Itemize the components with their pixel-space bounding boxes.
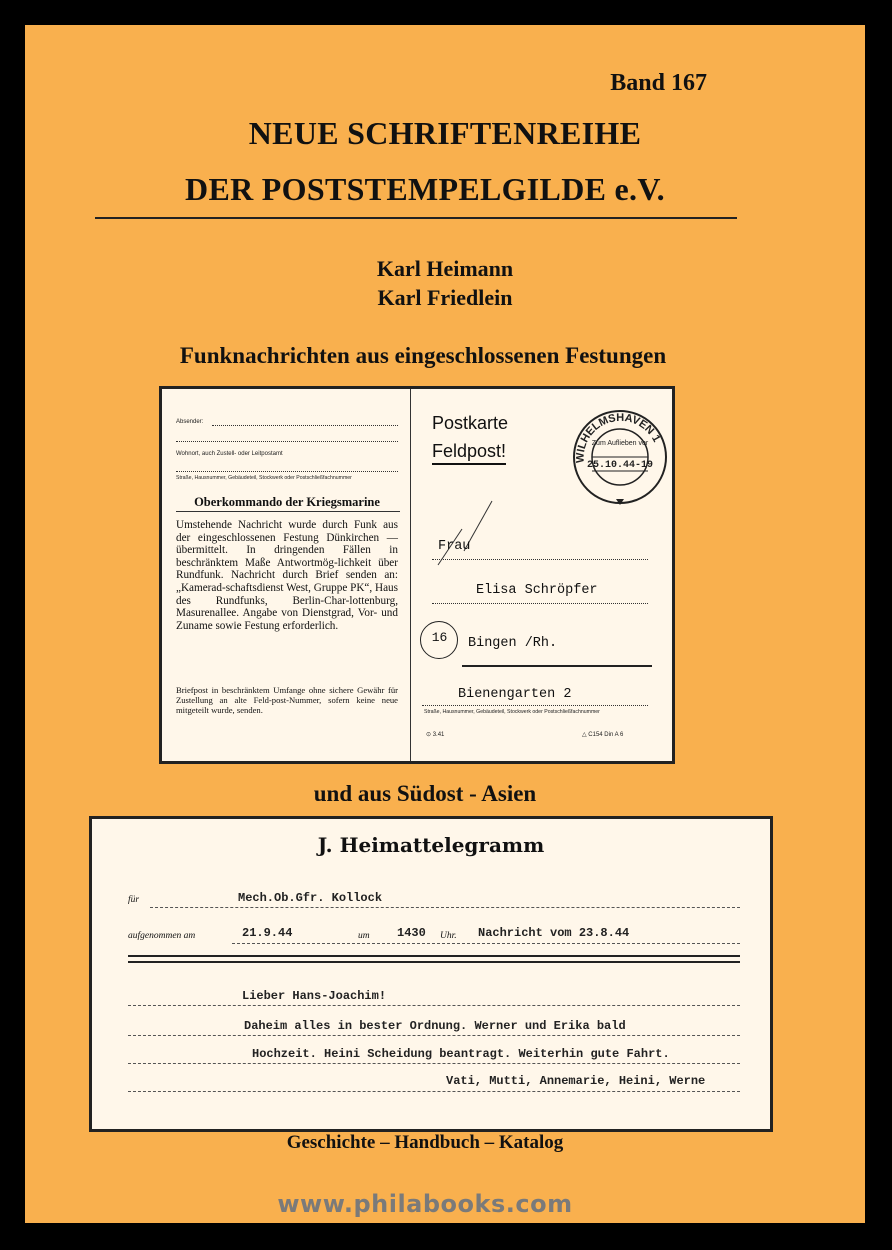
value-date: 21.9.44: [242, 926, 293, 940]
value-nachricht: Nachricht vom 23.8.44: [478, 926, 630, 940]
okm-heading-rule: [176, 511, 400, 512]
form-code-left-text: 3.41: [432, 732, 445, 738]
aufgenommen-line: [232, 943, 740, 944]
absender-line-2: [176, 441, 398, 442]
strasse-hint: Straße, Hausnummer, Gebäudeteil, Stockwerk oder Postschließfachnummer: [176, 475, 352, 481]
message-rule-4: [128, 1091, 740, 1092]
message-rule-1: [128, 1005, 740, 1006]
postkarte-label: Postkarte: [432, 413, 509, 433]
message-line-4: Vati, Mutti, Annemarie, Heini, Werne: [446, 1074, 706, 1088]
feldpost-label: Feldpost!: [432, 441, 506, 465]
form-code-right-text: C154 Din A 6: [588, 732, 624, 738]
telegram-header: J. Heimattelegramm: [317, 833, 545, 857]
okm-text: Umstehende Nachricht wurde durch Funk aus der eingeschlossenen Festung Dünkirchen — übermittelt. In dringenden Fällen in beschränktem Maße Antwortmög-lichkeit über Rundfunk. Nachricht durch Brief senden an: „Kamerad-schaftsdienst West, Gruppe PK“, Haus des Rundfunks, Berlin-Char-lottenburg, Masurenallee. Angabe von Dienstgrad, Vor- und Zuname sowie Festung erforderlich.: [176, 519, 398, 632]
label-fuer: für: [128, 895, 140, 905]
author-2: Karl Friedlein: [377, 285, 513, 310]
message-line-2: Daheim alles in bester Ordnung. Werner und Erika bald: [244, 1019, 626, 1033]
strasse-line: [176, 471, 398, 472]
address-city: Bingen /Rh.: [468, 636, 558, 651]
value-time: 1430: [397, 926, 426, 940]
website-watermark[interactable]: www.philabooks.com: [277, 1190, 573, 1218]
stamp-city: WILHELMSHAVEN 1: [574, 411, 663, 464]
feldpost-postcard: [159, 386, 675, 764]
address-line-2: [432, 603, 648, 604]
form-code-left: ⊙ 3.41: [426, 732, 445, 738]
stamp-date: 25.10.44-19: [586, 460, 654, 471]
message-rule-3: [128, 1063, 740, 1064]
address-hint: Straße, Hausnummer, Gebäudeteil, Stockwerk oder Postschließfachnummer: [424, 709, 600, 715]
book-footer: Geschichte – Handbuch – Katalog: [286, 1132, 564, 1153]
label-uhr: Uhr.: [440, 931, 457, 941]
message-line-1: Lieber Hans-Joachim!: [242, 989, 387, 1003]
header-rule-1: [128, 955, 740, 957]
label-aufgenommen: aufgenommen am: [128, 931, 196, 941]
absender-label: Absender:: [176, 419, 204, 425]
form-code-right: △ C154 Din A 6: [582, 732, 624, 738]
title-rule: [95, 217, 737, 219]
value-fuer: Mech.Ob.Gfr. Kollock: [238, 891, 383, 905]
okm-heading: Oberkommando der Kriegsmarine: [194, 495, 380, 509]
address-street: Bienengarten 2: [458, 687, 572, 702]
wohnort-hint: Wohnort, auch Zustell- oder Leitpostamt: [176, 451, 283, 457]
series-title-line2: DER POSTSTEMPELGILDE e.V.: [185, 171, 665, 207]
postcard-left-side: [162, 389, 411, 761]
header-rule-2: [128, 961, 740, 963]
band-number: Band 167: [610, 70, 707, 96]
absender-line: [212, 425, 398, 426]
address-frau: Frau: [438, 539, 471, 554]
message-rule-2: [128, 1035, 740, 1036]
address-line-4: [422, 705, 648, 706]
address-line-1: [432, 559, 648, 560]
book-title: Funknachrichten aus eingeschlossenen Festungen: [179, 343, 667, 368]
book-subtitle: und aus Südost - Asien: [313, 781, 537, 806]
label-um: um: [358, 931, 370, 941]
briefpost-text: Briefpost in beschränktem Umfange ohne sichere Gewähr für Zustellung an alte Feld-post-Nummer, sofern keine neue mitgeteilt wurde, senden.: [176, 685, 398, 715]
fuer-line: [150, 907, 740, 908]
heimattelegramm: [89, 816, 773, 1132]
address-name: Elisa Schröpfer: [476, 583, 598, 598]
postmark-stamp: [570, 407, 670, 507]
postal-code: 16: [431, 630, 448, 645]
book-cover: [25, 25, 865, 1223]
message-line-3: Hochzeit. Heini Scheidung beantragt. Weiterhin gute Fahrt.: [252, 1047, 670, 1061]
stamp-sub: Zum Auflieben vor: [591, 440, 649, 447]
author-1: Karl Heimann: [376, 256, 514, 281]
city-underline: [462, 665, 652, 667]
series-title-line1: NEUE SCHRIFTENREIHE: [248, 115, 642, 151]
svg-text:WILHELMSHAVEN 1: [575, 412, 663, 463]
